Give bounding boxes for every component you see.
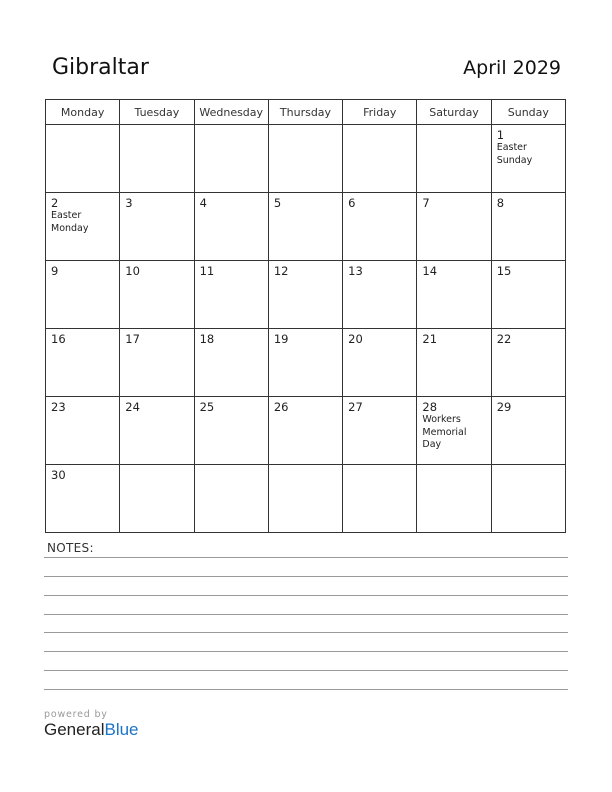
day-number: 18 (199, 332, 215, 346)
note-line (44, 632, 568, 633)
day-cell (417, 193, 491, 261)
day-cell (491, 193, 565, 261)
day-number: 7 (422, 196, 430, 210)
day-cell (268, 397, 342, 465)
day-cell (120, 465, 194, 533)
day-cell (194, 465, 268, 533)
powered-by-text: powered by (44, 709, 108, 720)
brand-blue: Blue (104, 720, 139, 739)
week-row (46, 329, 566, 397)
weekday-header: Sunday (491, 100, 565, 125)
weekday-header: Friday (343, 100, 417, 125)
day-cell (491, 329, 565, 397)
day-number: 26 (273, 400, 289, 414)
weekday-header: Monday (46, 100, 120, 125)
day-cell (343, 329, 417, 397)
day-number: 10 (125, 264, 140, 278)
day-number: 27 (348, 400, 363, 414)
day-number: 16 (51, 332, 66, 346)
day-cell (194, 329, 268, 397)
day-cell (46, 261, 120, 329)
week-row (46, 193, 566, 261)
day-number: 1 (496, 128, 505, 142)
notes-label: NOTES: (47, 541, 94, 555)
day-number: 30 (51, 468, 66, 482)
note-line (44, 614, 568, 615)
day-number: 22 (496, 332, 512, 346)
day-number: 17 (125, 332, 140, 346)
day-cell (417, 261, 491, 329)
day-cell (417, 125, 491, 193)
holiday-label: Workers Memorial Day (422, 414, 467, 450)
day-number: 29 (496, 400, 512, 414)
day-cell (194, 193, 268, 261)
day-cell (120, 329, 194, 397)
week-row (46, 125, 566, 193)
day-cell (343, 125, 417, 193)
day-cell (491, 465, 565, 533)
week-row (46, 261, 566, 329)
day-cell (120, 397, 194, 465)
day-number: 3 (125, 196, 133, 210)
holiday-label: Easter Sunday (496, 142, 533, 166)
note-line (44, 651, 568, 652)
day-number: 24 (125, 400, 140, 414)
weekday-header: Wednesday (194, 100, 268, 125)
day-cell (268, 329, 342, 397)
day-cell (120, 261, 194, 329)
day-number: 6 (348, 196, 356, 210)
day-cell (343, 193, 417, 261)
day-number: 14 (422, 264, 438, 278)
note-line (44, 689, 568, 690)
day-cell (268, 193, 342, 261)
day-cell (491, 261, 565, 329)
day-cell (46, 329, 120, 397)
holiday-label: Easter Monday (51, 210, 89, 234)
day-number: 5 (273, 196, 282, 210)
day-cell (343, 397, 417, 465)
day-number: 2 (51, 196, 59, 210)
day-number: 12 (273, 264, 289, 278)
day-cell (491, 397, 565, 465)
country-title: Gibraltar (52, 55, 149, 80)
week-row (46, 465, 566, 533)
calendar-grid (45, 99, 566, 533)
day-number: 11 (199, 264, 215, 278)
day-cell (343, 465, 417, 533)
weekday-header: Thursday (268, 100, 342, 125)
note-line (44, 557, 568, 558)
week-row (46, 397, 566, 465)
day-cell (417, 329, 491, 397)
day-number: 21 (422, 332, 438, 346)
month-title: April 2029 (463, 57, 561, 79)
note-line (44, 670, 568, 671)
day-number: 20 (348, 332, 363, 346)
footer-branding (44, 709, 139, 740)
day-cell (268, 125, 342, 193)
day-number: 9 (51, 264, 59, 278)
weekday-header: Saturday (417, 100, 491, 125)
day-number: 8 (496, 196, 505, 210)
day-cell (417, 397, 491, 465)
day-cell (46, 125, 120, 193)
weekday-header: Tuesday (120, 100, 194, 125)
brand-general: General (44, 720, 105, 739)
day-number: 19 (273, 332, 289, 346)
day-cell (46, 397, 120, 465)
day-number: 28 (422, 400, 438, 414)
day-cell (268, 261, 342, 329)
day-cell (120, 193, 194, 261)
weekday-header-row (46, 100, 566, 125)
day-number: 25 (199, 400, 215, 414)
day-cell (417, 465, 491, 533)
day-number: 23 (51, 400, 66, 414)
day-cell (343, 261, 417, 329)
day-cell (491, 125, 565, 193)
day-number: 15 (496, 264, 512, 278)
day-cell (46, 193, 120, 261)
day-cell (268, 465, 342, 533)
day-number: 13 (348, 264, 363, 278)
day-number: 4 (199, 196, 207, 210)
day-cell (120, 125, 194, 193)
note-line (44, 595, 568, 596)
day-cell (194, 261, 268, 329)
note-line (44, 576, 568, 577)
generalblue-logo[interactable] (44, 720, 139, 740)
day-cell (194, 397, 268, 465)
day-cell (194, 125, 268, 193)
day-cell (46, 465, 120, 533)
